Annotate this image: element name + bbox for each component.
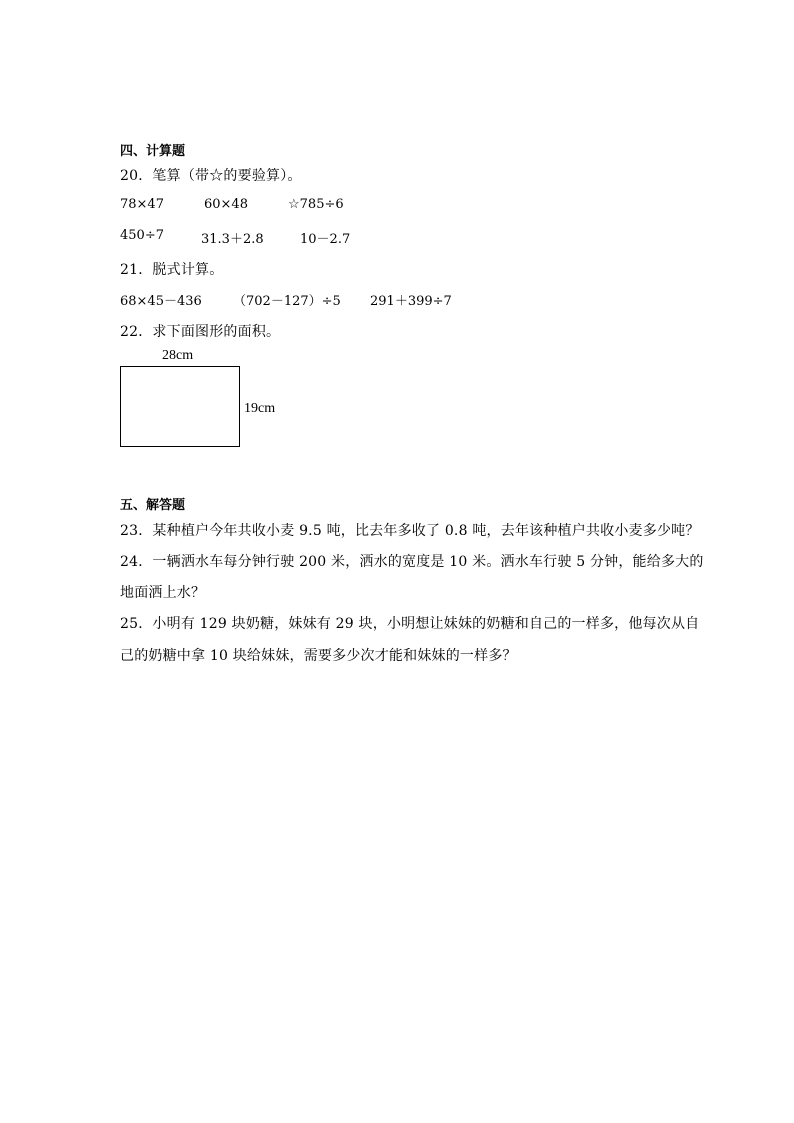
section-4-title: 四、计算题 [120,144,186,159]
question-22: 22．求下面图形的面积。 [120,324,281,340]
expr-20-5: 31.3＋2.8 [201,232,264,247]
question-24-line-1: 24．一辆洒水车每分钟行驶 200 米，洒水的宽度是 10 米。洒水车行驶 5 分钟，能给多大的 [120,554,704,570]
rect-width-label: 28cm [162,348,194,363]
expr-20-6: 10－2.7 [300,232,351,247]
question-24-line-2: 地面洒上水？ [120,585,206,601]
expr-20-1: 78×47 [120,197,164,212]
expr-20-3: ☆785÷6 [288,197,344,212]
section-5-title: 五、解答题 [120,498,186,513]
question-20: 20．笔算（带☆的要验算）。 [120,168,302,184]
rect-height-label: 19cm [244,401,276,416]
expr-21-1: 68×45－436 [120,294,202,309]
rectangle-figure [120,366,240,447]
question-23: 23．某种植户今年共收小麦 9.5 吨，比去年多收了 0.8 吨，去年该种植户共收小麦多少吨？ [120,523,700,539]
expr-21-2: （702－127）÷5 [233,294,341,309]
question-25-line-1: 25．小明有 129 块奶糖，妹妹有 29 块，小明想让妹妹的奶糖和自己的一样多，他每次从自 [120,616,700,632]
question-25-line-2: 己的奶糖中拿 10 块给妹妹，需要多少次才能和妹妹的一样多？ [120,648,517,664]
question-21: 21．脱式计算。 [120,262,224,278]
expr-21-3: 291＋399÷7 [370,294,452,309]
expr-20-2: 60×48 [204,197,248,212]
expr-20-4: 450÷7 [120,228,164,243]
